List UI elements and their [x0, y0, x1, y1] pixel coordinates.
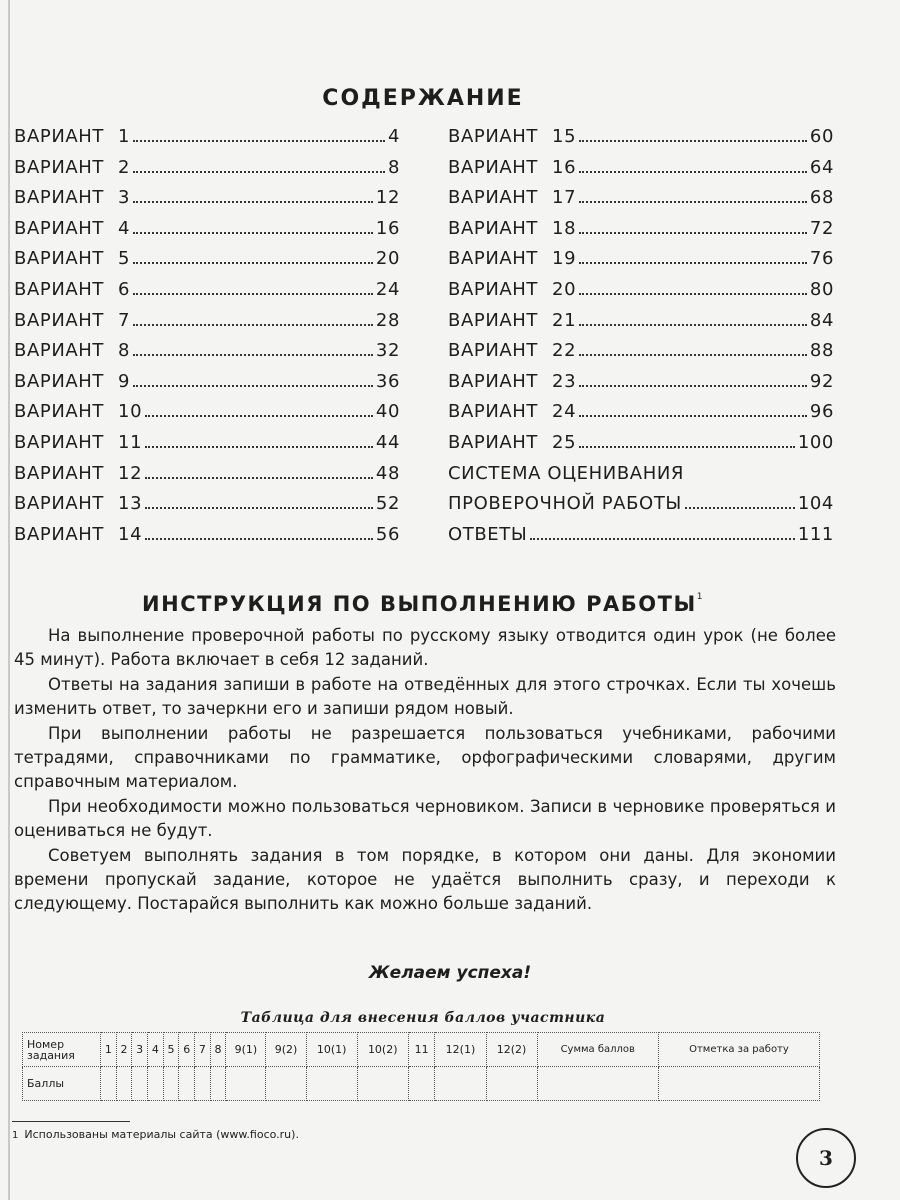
toc-page-number: 28	[375, 309, 400, 331]
toc-page-number: 76	[809, 248, 834, 270]
toc-variant-number: 21	[552, 309, 577, 331]
toc-page-number: 24	[375, 278, 400, 300]
toc-row-variant[interactable]	[14, 401, 400, 432]
footnote-divider	[12, 1121, 130, 1122]
toc-system-label-line2: ПРОВЕРОЧНОЙ РАБОТЫ	[448, 493, 682, 515]
toc-row-variant[interactable]	[14, 126, 400, 157]
toc-variant-number: 20	[552, 278, 577, 300]
toc-page-number: 20	[375, 248, 400, 270]
score-input-cell[interactable]	[116, 1067, 132, 1101]
score-table	[22, 1032, 820, 1101]
toc-left-column	[14, 126, 400, 554]
toc-page-number: 100	[797, 431, 834, 453]
toc-leader-dots	[145, 413, 373, 417]
toc-page-number: 36	[375, 370, 400, 392]
instruction-paragraph: Ответы на задания запиши в работе на отведённых для этого строчках. Если ты хочешь изменить ответ, то зачеркни его и запиши рядом новый.	[14, 674, 836, 719]
toc-row-variant[interactable]	[448, 218, 834, 249]
toc-leader-dots	[133, 230, 373, 234]
toc-variant-number: 10	[118, 401, 143, 423]
toc-page-number: 88	[809, 340, 834, 362]
points-label: Баллы	[23, 1067, 101, 1101]
toc-leader-dots	[579, 138, 807, 142]
toc-variant-number: 6	[118, 278, 131, 300]
toc-variant-label: ВАРИАНТ	[14, 248, 105, 270]
score-input-cell[interactable]	[226, 1067, 266, 1101]
toc-variant-label: ВАРИАНТ	[14, 523, 105, 545]
toc-variant-number: 24	[552, 401, 577, 423]
task-number-cell: 4	[148, 1033, 164, 1067]
toc-variant-label: ВАРИАНТ	[448, 156, 539, 178]
toc-row-variant[interactable]	[448, 157, 834, 188]
toc-variant-label: ВАРИАНТ	[448, 187, 539, 209]
toc-page-number: 80	[809, 278, 834, 300]
task-number-cell: 6	[179, 1033, 195, 1067]
toc-variant-number: 17	[552, 187, 577, 209]
toc-row-variant[interactable]	[14, 463, 400, 494]
toc-page-number: 44	[375, 431, 400, 453]
score-input-cell[interactable]	[357, 1067, 408, 1101]
score-input-cell[interactable]	[435, 1067, 486, 1101]
toc-page-number: 84	[809, 309, 834, 331]
toc-variant-number: 14	[118, 523, 143, 545]
toc-page-number: 68	[809, 187, 834, 209]
toc-variant-number: 16	[552, 156, 577, 178]
toc-row-variant[interactable]	[448, 126, 834, 157]
instruction-paragraph: На выполнение проверочной работы по русскому языку отводится один урок (не более 45 минут). Работа включает в себя 12 заданий.	[14, 626, 836, 670]
toc-variant-label: ВАРИАНТ	[14, 156, 105, 178]
task-number-cell: 10(1)	[306, 1033, 357, 1067]
toc-leader-dots	[579, 352, 807, 356]
task-number-cell: 7	[195, 1033, 211, 1067]
grade-header: Отметка за работу	[658, 1033, 819, 1067]
page-number: 3	[796, 1128, 856, 1188]
toc-leader-dots	[579, 230, 807, 234]
toc-page-number: 8	[387, 156, 400, 178]
toc-row-variant[interactable]	[14, 340, 400, 371]
toc-variant-number: 15	[552, 126, 577, 147]
score-table-header-row	[23, 1033, 820, 1067]
toc-variant-label: ВАРИАНТ	[448, 370, 539, 392]
toc-variant-label: ВАРИАНТ	[448, 126, 539, 147]
toc-leader-dots	[133, 352, 373, 356]
score-input-cell[interactable]	[163, 1067, 179, 1101]
toc-row-variant[interactable]	[14, 493, 400, 524]
toc-row-variant[interactable]	[14, 279, 400, 310]
toc-row-variant[interactable]	[448, 401, 834, 432]
score-input-cell[interactable]	[266, 1067, 306, 1101]
task-number-cell: 9(1)	[226, 1033, 266, 1067]
footnote-mark: 1	[12, 1130, 19, 1141]
toc-leader-dots	[145, 475, 373, 479]
toc-variant-number: 13	[118, 493, 143, 515]
score-input-cell[interactable]	[132, 1067, 148, 1101]
toc-variant-label: ВАРИАНТ	[448, 309, 539, 331]
toc-page-number: 92	[809, 370, 834, 392]
instruction-paragraph: При выполнении работы не разрешается пользоваться учебниками, рабочими тетрадями, справочниками по грамматике, орфографическими словарями, другим справочным материалом.	[14, 723, 836, 792]
toc-variant-number: 5	[118, 248, 131, 270]
toc-variant-label: ВАРИАНТ	[14, 126, 105, 147]
toc-leader-dots	[579, 322, 807, 326]
toc-variant-number: 11	[118, 431, 143, 453]
toc-variant-number: 1	[118, 126, 131, 147]
toc-leader-dots	[133, 169, 385, 173]
toc-variant-number: 12	[118, 462, 143, 484]
footnote-marker: 1	[696, 592, 704, 602]
task-number-cell: 5	[163, 1033, 179, 1067]
task-number-cell: 12(1)	[435, 1033, 486, 1067]
toc-leader-dots	[579, 199, 807, 203]
toc-variant-label: ВАРИАНТ	[14, 217, 105, 239]
toc-right-column	[448, 126, 834, 554]
task-number-cell: 8	[210, 1033, 226, 1067]
toc-variant-label: ВАРИАНТ	[14, 340, 105, 362]
toc-leader-dots	[145, 444, 373, 448]
footnote-text: Использованы материалы сайта (www.fioco.ru).	[24, 1128, 299, 1141]
toc-row-system[interactable]	[448, 493, 834, 524]
task-number-cell: 9(2)	[266, 1033, 306, 1067]
toc-row-variant[interactable]	[14, 157, 400, 188]
score-input-cell[interactable]	[408, 1067, 435, 1101]
task-number-cell: 10(2)	[357, 1033, 408, 1067]
sum-points-cell[interactable]	[537, 1067, 658, 1101]
instruction-paragraph: При необходимости можно пользоваться черновиком. Записи в черновике проверяться и оцениваться не будут.	[14, 796, 836, 841]
toc-page-number: 64	[809, 156, 834, 178]
toc-leader-dots	[145, 505, 373, 509]
instructions-title	[0, 592, 846, 616]
toc-row-system-line1[interactable]	[448, 463, 834, 494]
toc-row-variant[interactable]	[448, 371, 834, 402]
toc-page-number: 4	[387, 126, 400, 147]
toc-variant-number: 22	[552, 340, 577, 362]
toc-variant-number: 4	[118, 217, 131, 239]
toc-variant-label: ВАРИАНТ	[14, 370, 105, 392]
toc-page-number: 72	[809, 217, 834, 239]
toc-variant-label: ВАРИАНТ	[14, 401, 105, 423]
task-number-label: Номер задания	[23, 1033, 101, 1067]
toc-leader-dots	[579, 169, 807, 173]
toc-row-variant[interactable]	[448, 340, 834, 371]
toc-variant-label: ВАРИАНТ	[448, 401, 539, 423]
toc-variant-number: 2	[118, 156, 131, 178]
toc-variant-number: 8	[118, 340, 131, 362]
toc-leader-dots	[133, 322, 373, 326]
toc-answers-label: ОТВЕТЫ	[448, 523, 528, 545]
toc-page-number: 40	[375, 401, 400, 423]
task-number-cell: 2	[116, 1033, 132, 1067]
toc-page-number: 60	[809, 126, 834, 147]
task-number-cell: 12(2)	[486, 1033, 537, 1067]
toc-page-number: 96	[809, 401, 834, 423]
toc-leader-dots	[145, 536, 373, 540]
toc-page-number: 111	[797, 523, 834, 545]
toc-row-variant[interactable]	[14, 310, 400, 341]
toc-variant-label: ВАРИАНТ	[448, 217, 539, 239]
grade-cell[interactable]	[658, 1067, 819, 1101]
toc-row-variant[interactable]	[14, 432, 400, 463]
toc-leader-dots	[579, 444, 795, 448]
sum-points-header: Сумма баллов	[537, 1033, 658, 1067]
task-number-cell: 1	[101, 1033, 117, 1067]
score-input-cell[interactable]	[179, 1067, 195, 1101]
toc-row-variant[interactable]	[14, 218, 400, 249]
score-input-cell[interactable]	[101, 1067, 117, 1101]
toc-leader-dots	[579, 260, 807, 264]
toc-row-variant[interactable]	[448, 279, 834, 310]
toc-page-number: 12	[375, 187, 400, 209]
toc-variant-number: 19	[552, 248, 577, 270]
score-input-cell[interactable]	[210, 1067, 226, 1101]
toc-variant-label: ВАРИАНТ	[448, 431, 539, 453]
toc-variant-label: ВАРИАНТ	[14, 309, 105, 331]
toc-variant-number: 9	[118, 370, 131, 392]
toc-row-variant[interactable]	[14, 187, 400, 218]
toc-page-number: 56	[375, 523, 400, 545]
toc-variant-number: 23	[552, 370, 577, 392]
task-number-cell: 3	[132, 1033, 148, 1067]
toc-variant-label: ВАРИАНТ	[14, 278, 105, 300]
score-table-points-row	[23, 1067, 820, 1101]
toc-row-variant[interactable]	[448, 187, 834, 218]
toc-variant-label: ВАРИАНТ	[14, 493, 105, 515]
good-luck-wish: Желаем успеха!	[368, 963, 532, 983]
toc-row-variant[interactable]	[14, 248, 400, 279]
toc-system-label-line1: СИСТЕМА ОЦЕНИВАНИЯ	[448, 462, 685, 484]
toc-variant-number: 18	[552, 217, 577, 239]
toc-title: СОДЕРЖАНИЕ	[322, 86, 524, 111]
toc-page-number: 32	[375, 340, 400, 362]
footnote	[12, 1128, 299, 1141]
toc-leader-dots	[579, 383, 807, 387]
toc-leader-dots	[133, 291, 373, 295]
score-input-cell[interactable]	[148, 1067, 164, 1101]
toc-variant-label: ВАРИАНТ	[14, 187, 105, 209]
toc-leader-dots	[579, 413, 807, 417]
toc-page-number: 104	[797, 493, 834, 515]
score-table-caption: Таблица для внесения баллов участника	[240, 1010, 606, 1026]
toc-variant-label: ВАРИАНТ	[14, 431, 105, 453]
toc-row-variant[interactable]	[14, 524, 400, 555]
toc-variant-label: ВАРИАНТ	[448, 278, 539, 300]
toc-leader-dots	[579, 291, 807, 295]
toc-row-variant[interactable]	[448, 432, 834, 463]
toc-variant-number: 7	[118, 309, 131, 331]
instruction-paragraph: Советуем выполнять задания в том порядке, в котором они даны. Для экономии времени пропускай задание, которое не удаётся выполнить сразу, и переходи к следующему. Постарайся выполнить как можно больше заданий.	[14, 845, 836, 914]
toc-page-number: 52	[375, 493, 400, 515]
toc-variant-label: ВАРИАНТ	[448, 340, 539, 362]
toc-row-variant[interactable]	[448, 248, 834, 279]
toc-variant-label: ВАРИАНТ	[448, 248, 539, 270]
toc-variant-number: 25	[552, 431, 577, 453]
score-input-cell[interactable]	[195, 1067, 211, 1101]
toc-row-variant[interactable]	[448, 310, 834, 341]
task-number-cell: 11	[408, 1033, 435, 1067]
toc-row-variant[interactable]	[14, 371, 400, 402]
toc-leader-dots	[685, 505, 795, 509]
toc-variant-label: ВАРИАНТ	[14, 462, 105, 484]
toc-leader-dots	[133, 260, 373, 264]
toc-page-number: 48	[375, 462, 400, 484]
instructions-body	[14, 624, 836, 917]
toc-leader-dots	[133, 199, 373, 203]
toc-leader-dots	[530, 536, 794, 540]
score-input-cell[interactable]	[486, 1067, 537, 1101]
toc-page-number: 16	[375, 217, 400, 239]
toc-row-answers[interactable]	[448, 524, 834, 555]
toc-leader-dots	[133, 383, 373, 387]
instructions-title-text: ИНСТРУКЦИЯ ПО ВЫПОЛНЕНИЮ РАБОТЫ	[142, 592, 697, 616]
toc-variant-number: 3	[118, 187, 131, 209]
toc-leader-dots	[133, 138, 385, 142]
score-input-cell[interactable]	[306, 1067, 357, 1101]
